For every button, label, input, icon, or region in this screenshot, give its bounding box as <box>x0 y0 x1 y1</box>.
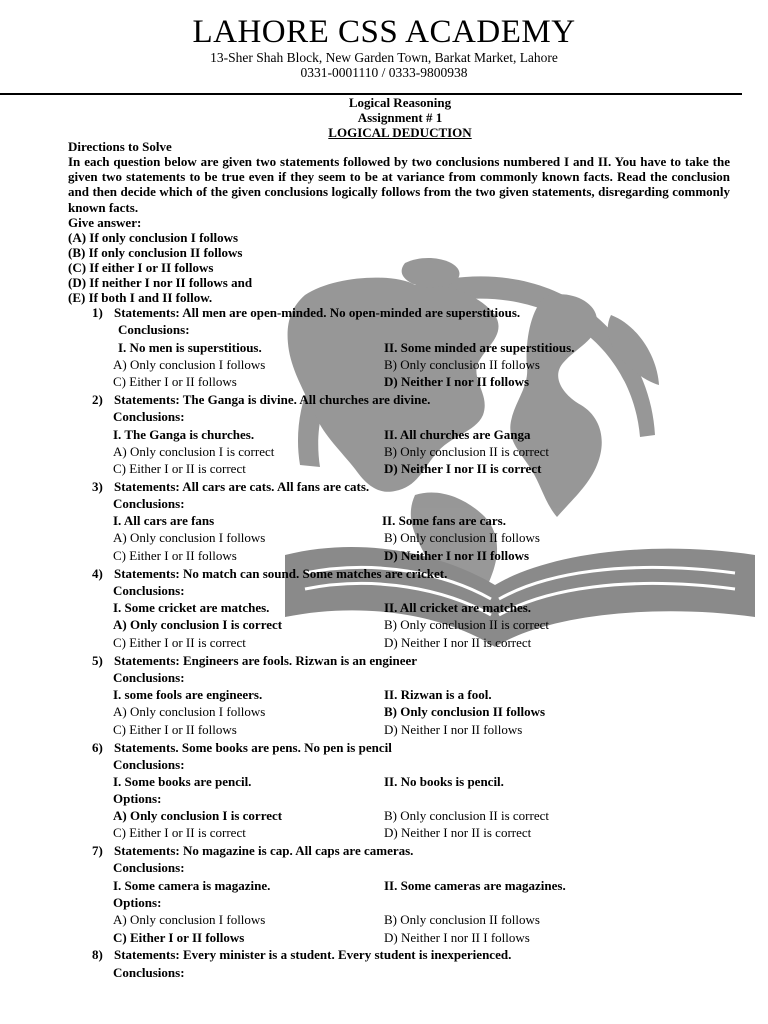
options-label: Options: <box>113 791 162 806</box>
academy-title: LAHORE CSS ACADEMY <box>192 14 576 50</box>
option-b: B) Only conclusion II is correct <box>384 808 549 823</box>
option-d: D) Neither I nor II follows <box>384 722 523 737</box>
conclusion-two: II. No books is pencil. <box>384 774 504 789</box>
option-c: C) Either I or II is correct <box>113 635 246 650</box>
option-d: D) Neither I nor II follows <box>384 374 530 389</box>
question-number: 7) <box>92 843 103 858</box>
question-number: 5) <box>92 653 103 668</box>
option-b: B) Only conclusion II follows <box>384 704 546 719</box>
option-a: A) Only conclusion I follows <box>113 704 266 719</box>
option-d: D) Neither I nor II follows <box>384 548 530 563</box>
conclusion-one: I. some fools are engineers. <box>113 687 263 702</box>
answer-key-e: (E) If both I and II follow. <box>68 290 213 305</box>
option-a: A) Only conclusion I is correct <box>113 444 275 459</box>
give-answer-label: Give answer: <box>68 215 142 230</box>
conclusion-two: II. All cricket are matches. <box>384 600 532 615</box>
answer-key-d: (D) If neither I nor II follows and <box>68 275 253 290</box>
conclusions-label: Conclusions: <box>113 496 185 511</box>
question-statement: Statements: All men are open-minded. No open-minded are superstitious. <box>114 305 521 320</box>
assignment-number: Assignment # 1 <box>357 110 443 125</box>
option-c: C) Either I or II follows <box>113 548 237 563</box>
option-b: B) Only conclusion II follows <box>384 530 540 545</box>
conclusion-two: II. All churches are Ganga <box>384 427 531 442</box>
question-number: 2) <box>92 392 103 407</box>
option-b: B) Only conclusion II is correct <box>384 444 549 459</box>
conclusion-one: I. Some camera is magazine. <box>113 878 271 893</box>
option-a: A) Only conclusion I follows <box>113 912 266 927</box>
conclusions-label: Conclusions: <box>113 965 185 980</box>
question-statement: Statements: No magazine is cap. All caps are cameras. <box>114 843 414 858</box>
option-d: D) Neither I nor II is correct <box>384 825 532 840</box>
option-b: B) Only conclusion II follows <box>384 912 540 927</box>
option-b: B) Only conclusion II is correct <box>384 617 549 632</box>
question-statement: Statements. Some books are pens. No pen is pencil <box>114 740 392 755</box>
conclusions-label: Conclusions: <box>113 409 185 424</box>
conclusions-label: Conclusions: <box>113 860 185 875</box>
question-statement: Statements: No match can sound. Some matches are cricket. <box>114 566 448 581</box>
option-d: D) Neither I nor II is correct <box>384 635 532 650</box>
option-c: C) Either I or II is correct <box>113 461 246 476</box>
conclusions-label: Conclusions: <box>118 322 190 337</box>
conclusion-one: I. All cars are fans <box>113 513 215 528</box>
directions-heading: Directions to Solve <box>68 139 172 154</box>
option-c: C) Either I or II follows <box>113 930 245 945</box>
question-number: 4) <box>92 566 103 581</box>
option-a: A) Only conclusion I follows <box>113 357 266 372</box>
answer-key-b: (B) If only conclusion II follows <box>68 245 243 260</box>
option-d: D) Neither I nor II is correct <box>384 461 542 476</box>
question-number: 1) <box>92 305 103 320</box>
academy-address: 13-Sher Shah Block, New Garden Town, Barkat Market, Lahore <box>210 50 558 65</box>
topic-title: LOGICAL DEDUCTION <box>328 125 472 140</box>
question-number: 6) <box>92 740 103 755</box>
conclusion-two: II. Some minded are superstitious. <box>384 340 575 355</box>
question-statement: Statements: The Ganga is divine. All churches are divine. <box>114 392 431 407</box>
answer-key-c: (C) If either I or II follows <box>68 260 214 275</box>
directions-text: In each question below are given two statements followed by two conclusions numbered I and II. You have to take the given two statements to be true even if they seem to be at variance from commonly known facts. Read the conclusion and then decide which of the given conclusions logically follows from the two given statements, disregarding commonly known facts. <box>68 154 730 215</box>
answer-key-a: (A) If only conclusion I follows <box>68 230 239 245</box>
subject-title: Logical Reasoning <box>348 95 452 110</box>
option-a: A) Only conclusion I is correct <box>113 808 283 823</box>
conclusion-one: I. Some cricket are matches. <box>113 600 270 615</box>
conclusions-label: Conclusions: <box>113 757 185 772</box>
conclusion-one: I. No men is superstitious. <box>118 340 262 355</box>
conclusions-label: Conclusions: <box>113 583 185 598</box>
conclusion-two: II. Some fans are cars. <box>382 513 506 528</box>
conclusion-one: I. Some books are pencil. <box>113 774 252 789</box>
option-a: A) Only conclusion I follows <box>113 530 266 545</box>
options-label: Options: <box>113 895 162 910</box>
option-b: B) Only conclusion II follows <box>384 357 540 372</box>
option-a: A) Only conclusion I is correct <box>113 617 283 632</box>
conclusion-one: I. The Ganga is churches. <box>113 427 255 442</box>
conclusion-two: II. Some cameras are magazines. <box>384 878 566 893</box>
conclusion-two: II. Rizwan is a fool. <box>384 687 492 702</box>
question-statement: Statements: All cars are cats. All fans are cats. <box>114 479 370 494</box>
option-c: C) Either I or II is correct <box>113 825 246 840</box>
academy-phones: 0331-0001110 / 0333-9800938 <box>300 65 468 80</box>
question-statement: Statements: Every minister is a student. Every student is inexperienced. <box>114 947 512 962</box>
option-c: C) Either I or II follows <box>113 722 237 737</box>
question-number: 8) <box>92 947 103 962</box>
question-number: 3) <box>92 479 103 494</box>
option-d: D) Neither I nor II I follows <box>384 930 530 945</box>
conclusions-label: Conclusions: <box>113 670 185 685</box>
option-c: C) Either I or II follows <box>113 374 237 389</box>
question-statement: Statements: Engineers are fools. Rizwan is an engineer <box>114 653 418 668</box>
